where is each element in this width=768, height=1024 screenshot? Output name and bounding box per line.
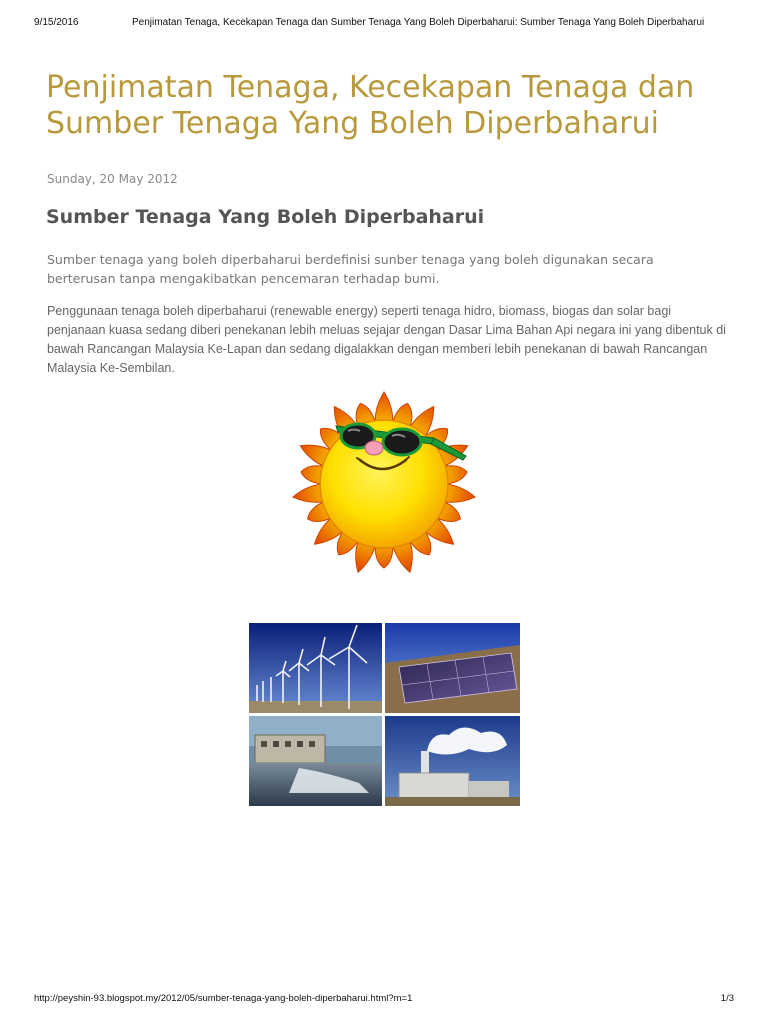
page-number: 1/3: [720, 993, 734, 1004]
sun-nose: [365, 441, 383, 455]
wind-turbines-photo: [249, 623, 382, 713]
sun-with-sunglasses-image: [284, 386, 484, 576]
renewable-energy-collage-image: [249, 623, 520, 806]
page-url[interactable]: http://peyshin-93.blogspot.my/2012/05/sumber-tenaga-yang-boleh-diperbaharui.html?m=1: [34, 993, 413, 1004]
post-paragraph-usage: Penggunaan tenaga boleh diperbaharui (renewable energy) seperti tenaga hidro, biomass, biogas dan solar bagi penjanaan kuasa sedang diberi penekanan lebih meluas sejajar dengan Dasar Lima Bahan Api negara ini yang dibentuk di bawah Rancangan Malaysia Ke-Lapan dan sedang digalakkan dengan memberi lebih penekanan di bawah Rancangan Malaysia Ke-Sembilan.: [47, 304, 726, 375]
post-date: Sunday, 20 May 2012: [47, 172, 178, 186]
print-date: 9/15/2016: [34, 17, 79, 28]
biomass-plant-photo: [385, 716, 520, 806]
blog-title[interactable]: Penjimatan Tenaga, Kecekapan Tenaga dan Sumber Tenaga Yang Boleh Diperbaharui: [46, 70, 695, 141]
print-footer: [0, 993, 768, 1007]
print-header: [0, 17, 768, 31]
post-title[interactable]: Sumber Tenaga Yang Boleh Diperbaharui: [46, 206, 485, 228]
hydro-dam-photo: [249, 716, 382, 806]
print-document-title: Penjimatan Tenaga, Kecekapan Tenaga dan Sumber Tenaga Yang Boleh Diperbaharui: Sumber Tenaga Yang Boleh Diperbaharui: [132, 17, 705, 28]
solar-panels-photo: [385, 623, 520, 713]
post-paragraph-definition: Sumber tenaga yang boleh diperbaharui berdefinisi sunber tenaga yang boleh digunakan secara berterusan tanpa mengakibatkan pencemaran terhadap bumi.: [47, 252, 654, 286]
